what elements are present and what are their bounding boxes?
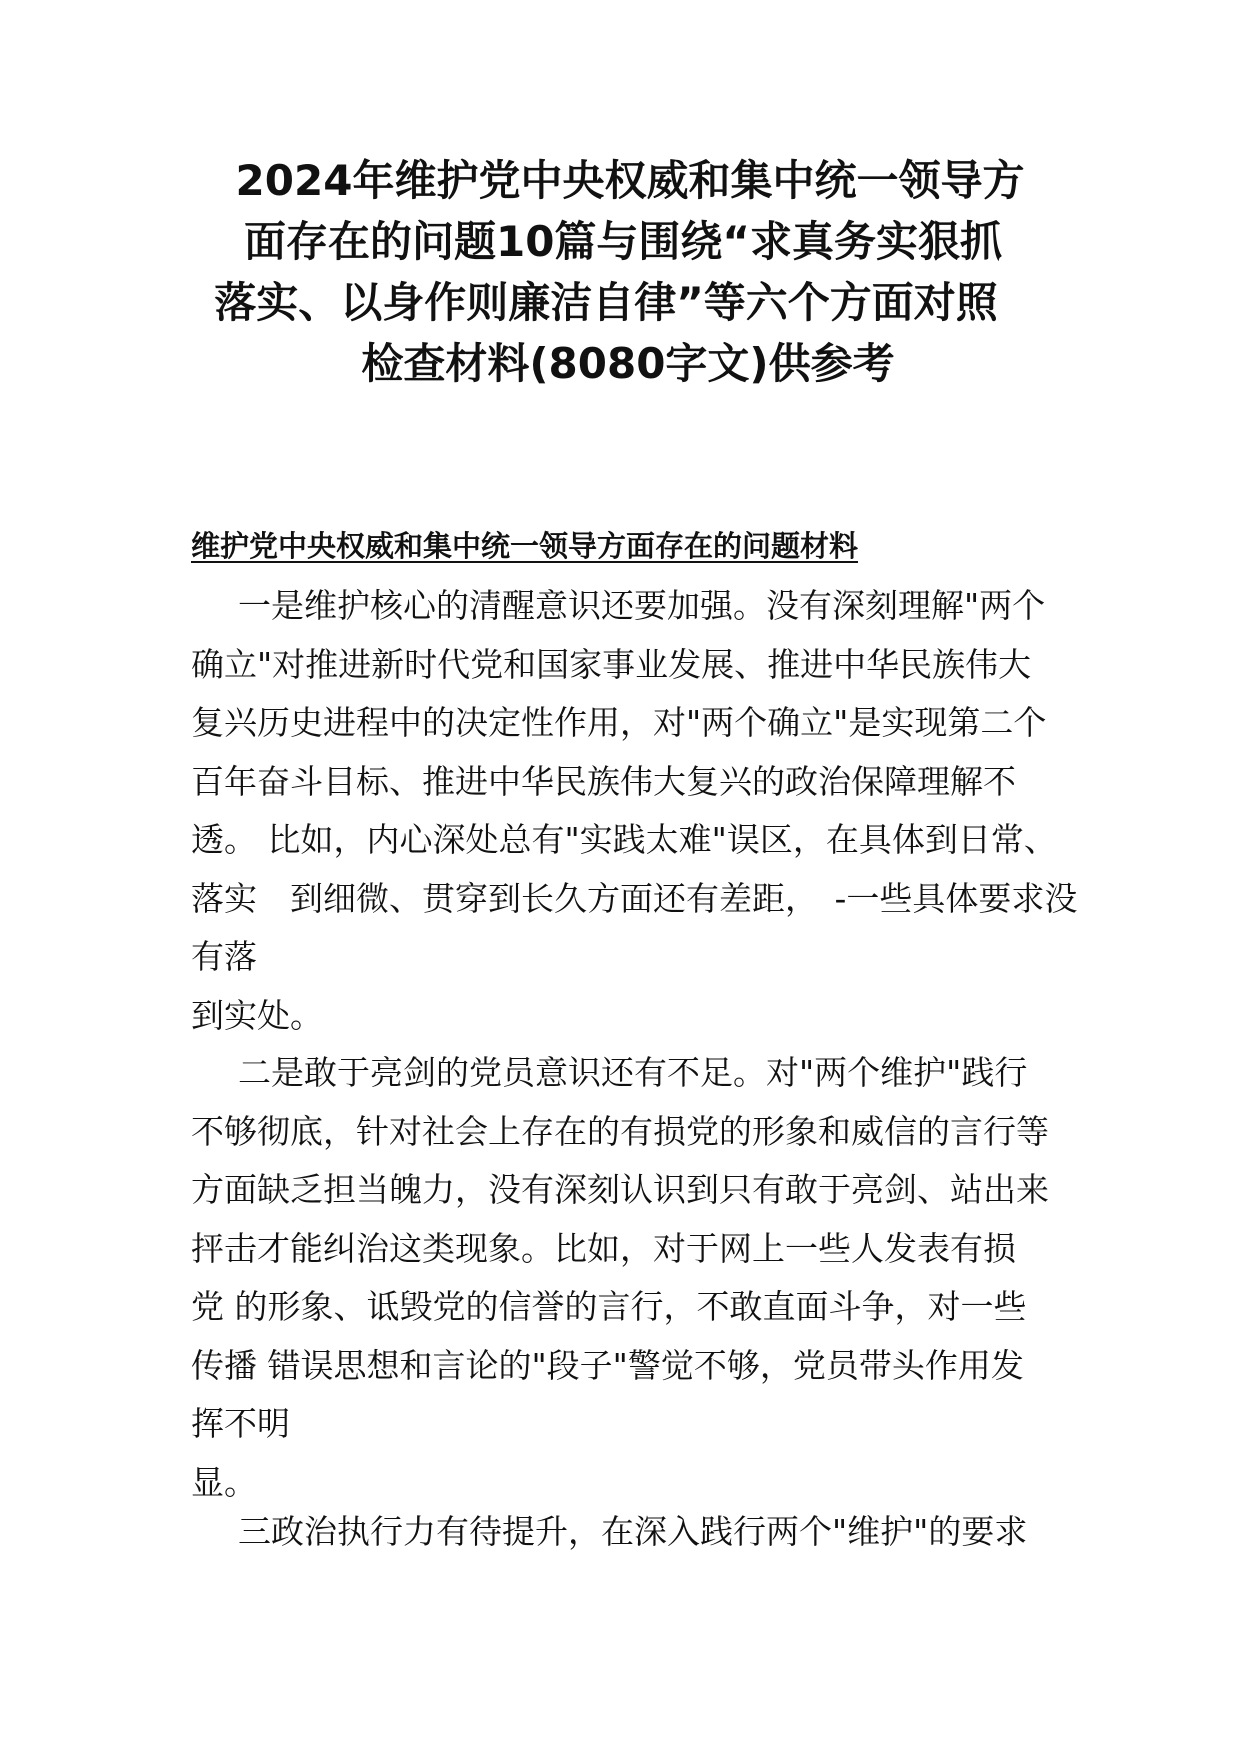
paragraph-3	[191, 1503, 1091, 1562]
paragraph-2	[191, 1044, 1091, 1512]
paragraph-line: 百年奋斗目标、推进中华民族伟大复兴的政治保障理解不	[191, 761, 1016, 801]
paragraph-line: 确立"对推进新时代党和国家事业发展、推进中华民族伟大	[191, 644, 1032, 684]
paragraph-line: 不够彻底，针对社会上存在的有损党的形象和威信的言行等	[191, 1111, 1049, 1151]
paragraph-line: 传播 错误思想和言论的"段子"警觉不够，党员带头作用发	[191, 1345, 1024, 1385]
paragraph-line: 挥不明	[191, 1404, 290, 1443]
paragraph-line: 落实 到细微、贯穿到长久方面还有差距， -一些具体要求没	[191, 878, 1078, 918]
paragraph-line: 党 的形象、诋毁党的信誉的言行，不敢直面斗争，对一些	[191, 1287, 1027, 1326]
title-line: 面存在的问题10篇与围绕“求真务实狠抓	[243, 217, 1003, 266]
paragraph-line: 透。 比如，内心深处总有"实践太难"误区，在具体到日常、	[191, 820, 1057, 859]
paragraph-line: 方面缺乏担当魄力，没有深刻认识到只有敢于亮剑、站出来	[191, 1170, 1049, 1209]
title-line: 落实、以身作则廉洁自律”等六个方面对照	[214, 278, 998, 327]
title-line: 检查材料(8080字文)供参考	[361, 339, 895, 388]
paragraph-line: 有落	[191, 937, 257, 976]
paragraph-line: 复兴历史进程中的决定性作用，对"两个确立"是实现第二个	[191, 703, 1047, 742]
paragraph-line: 一是维护核心的清醒意识还要加强。没有深刻理解"两个	[238, 586, 1046, 625]
paragraph-line: 显。	[191, 1462, 257, 1502]
title-line: 2024年维护党中央权威和集中统一领导方	[235, 156, 1025, 205]
paragraph-line: 到实处。	[191, 995, 323, 1035]
section-heading: 维护党中央权威和集中统一领导方面存在的问题材料	[191, 529, 859, 563]
document-title	[180, 150, 1080, 394]
paragraph-line: 二是敢于亮剑的党员意识还有不足。对"两个维护"践行	[238, 1053, 1028, 1092]
paragraph-line: 抨击才能纠治这类现象。比如，对于网上一些人发表有损	[191, 1228, 1016, 1268]
paragraph-1	[191, 577, 1091, 1045]
paragraph-line: 三政治执行力有待提升，在深入践行两个"维护"的要求	[238, 1512, 1028, 1551]
